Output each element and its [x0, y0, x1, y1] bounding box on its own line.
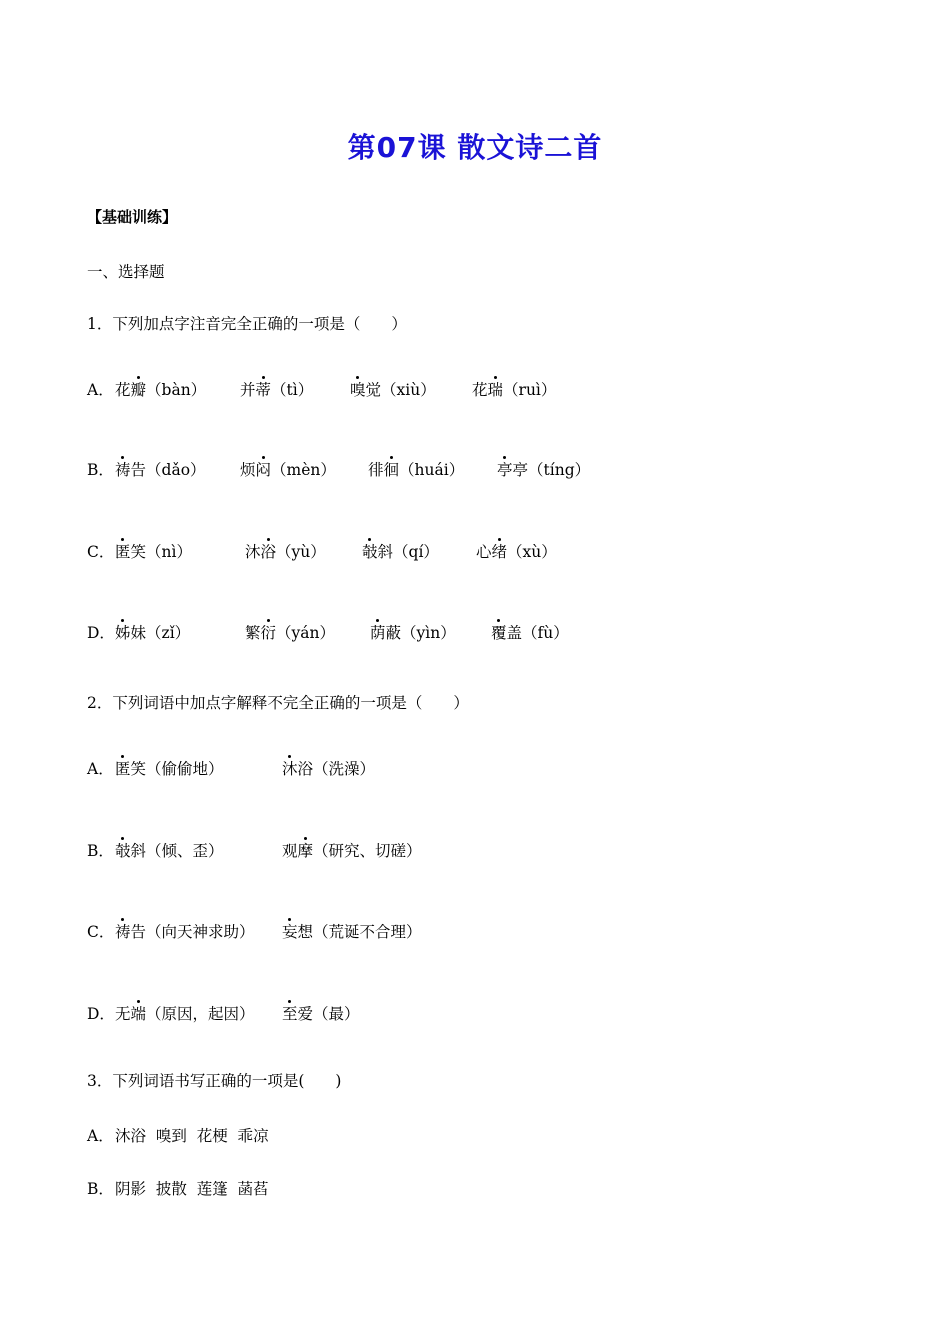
option-text: 阴影 披散 莲篷 菡萏	[115, 1180, 269, 1198]
q2-option-d	[87, 1004, 115, 1024]
option-letter: C．	[87, 923, 115, 941]
option-letter: D．	[87, 1005, 115, 1023]
q1-option-a	[87, 380, 115, 400]
question-2-stem: 2．下列词语中加点字解释不完全正确的一项是（ ）	[87, 694, 469, 712]
q2-d-item-1: 无端（原因，起因）	[115, 1005, 255, 1023]
q1-a-item-3: 嗅觉（xiù）	[350, 381, 436, 399]
q1-d-item-2: 繁衍（yán）	[245, 624, 336, 642]
q1-c-item-1: 匿笑（nì）	[115, 543, 192, 561]
q1-c-item-2: 沐浴（yù）	[245, 543, 326, 561]
q1-b-item-3: 徘徊（huái）	[368, 461, 465, 479]
page-title: 第07课 散文诗二首	[347, 131, 603, 164]
q1-option-d	[87, 623, 115, 643]
question-1-stem: 1．下列加点字注音完全正确的一项是（ ）	[87, 315, 407, 333]
option-letter: B．	[87, 1180, 114, 1198]
q1-b-item-2: 烦闷（mèn）	[240, 461, 336, 479]
q2-a-item-2: 沐浴（洗澡）	[282, 760, 376, 778]
q1-d-item-3: 荫蔽（yìn）	[370, 624, 456, 642]
option-letter: B．	[87, 842, 114, 860]
q1-c-item-3: 攲斜（qí）	[362, 543, 439, 561]
option-letter: B．	[87, 461, 114, 479]
q2-a-item-1: 匿笑（偷偷地）	[115, 760, 224, 778]
q1-b-item-1: 祷告（dǎo）	[115, 461, 206, 479]
q3-option-b	[87, 1179, 269, 1199]
option-letter: A．	[87, 760, 114, 778]
option-letter: A．	[87, 1127, 114, 1145]
option-letter: C．	[87, 543, 115, 561]
q2-option-b	[87, 841, 115, 861]
q2-option-a	[87, 759, 115, 779]
q2-c-item-1: 祷告（向天神求助）	[115, 923, 255, 941]
question-3-stem: 3．下列词语书写正确的一项是( )	[87, 1072, 342, 1090]
part-heading: 一、选择题	[87, 263, 165, 281]
q1-a-item-2: 并蒂（tì）	[240, 381, 314, 399]
q2-c-item-2: 妄想（荒诞不合理）	[282, 923, 422, 941]
q2-b-item-2: 观摩（研究、切磋）	[282, 842, 422, 860]
q1-b-item-4: 亭亭（tíng）	[497, 461, 591, 479]
q1-a-item-1: 花瓣（bàn）	[115, 381, 207, 399]
option-letter: A．	[87, 381, 114, 399]
q1-option-b	[87, 460, 115, 480]
q2-option-c	[87, 922, 115, 942]
q1-d-item-1: 姊妹（zǐ）	[115, 624, 191, 642]
q1-option-c	[87, 542, 115, 562]
q1-d-item-4: 覆盖（fù）	[491, 624, 569, 642]
option-text: 沐浴 嗅到 花梗 乖凉	[115, 1127, 269, 1145]
q1-a-item-4: 花瑞（ruì）	[472, 381, 557, 399]
q1-c-item-4: 心绪（xù）	[476, 543, 557, 561]
q2-d-item-2: 至爱（最）	[282, 1005, 360, 1023]
q2-b-item-1: 攲斜（倾、歪）	[115, 842, 224, 860]
option-letter: D．	[87, 624, 115, 642]
q3-option-a	[87, 1126, 269, 1146]
section-heading: 【基础训练】	[87, 208, 178, 226]
